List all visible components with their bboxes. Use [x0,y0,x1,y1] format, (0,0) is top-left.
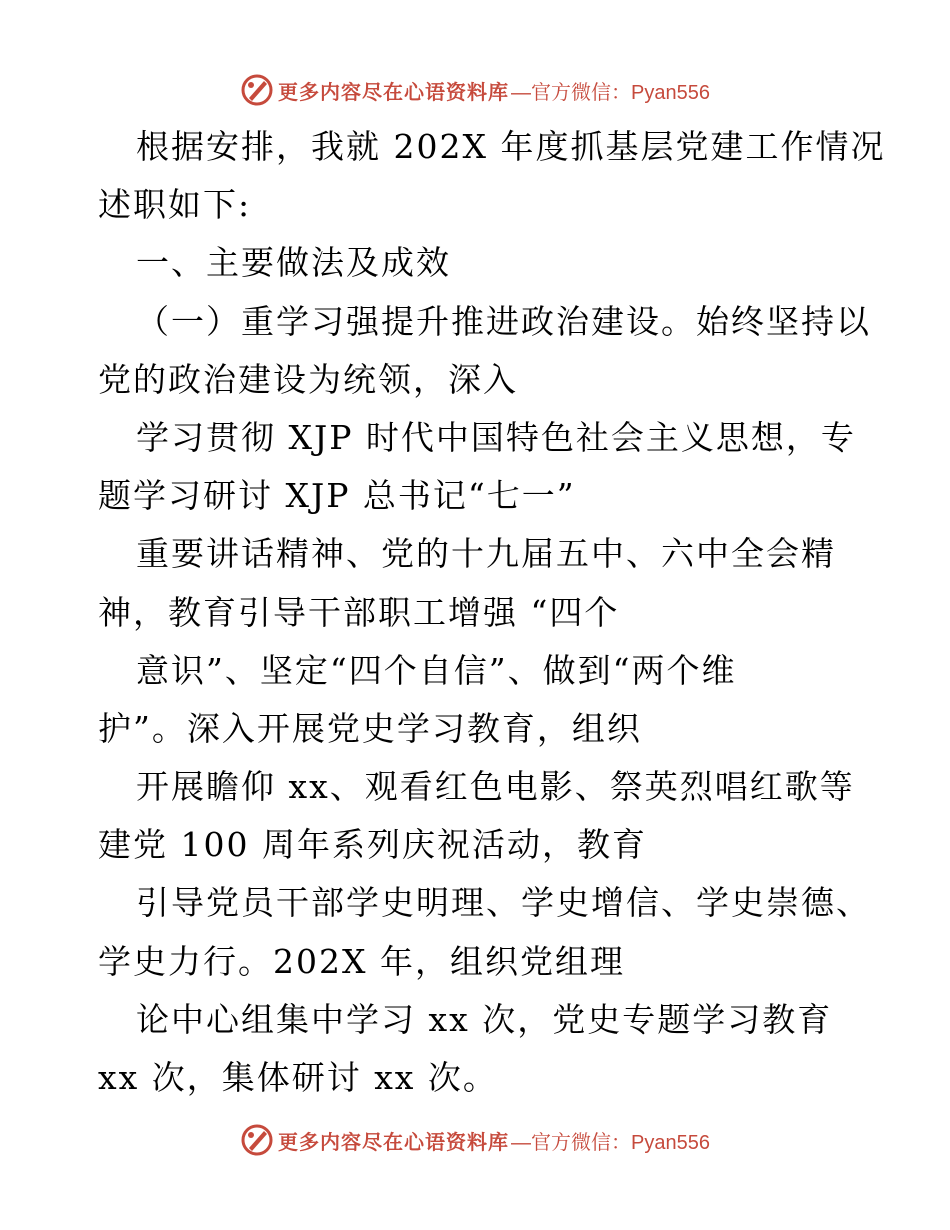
text-line: 意识”、坚定“四个自信”、做到“两个维 [136,650,737,690]
text-line: 引导党员干部学史明理、学史增信、学史崇德、 [136,883,871,923]
section-heading: 一、主要做法及成效 [136,243,451,283]
brand-logo-icon [240,1123,274,1157]
text-line: 学习贯彻 XJP 时代中国特色社会主义思想，专 [136,417,856,457]
text-line: 学史力行。202X 年，组织党组理 [98,941,625,981]
text-line: 论中心组集中学习 xx 次，党史专题学习教育 [136,999,833,1039]
footer-watermark [0,1120,950,1160]
watermark-brand: 更多内容尽在心语资料库 [278,79,510,104]
text-line: 根据安排，我就 202X 年度抓基层党建工作情况 [136,127,886,166]
text-line: 建党 100 周年系列庆祝活动，教育 [98,825,647,865]
brand-logo-icon [240,73,274,107]
text-line: 神，教育引导干部职工增强 “四个 [98,592,620,632]
header-watermark [0,70,950,110]
watermark-account: —官方微信：Pyan556 [511,1131,710,1154]
text-line: 题学习研讨 XJP 总书记“七一” [98,476,576,516]
text-line: （一）重学习强提升推进政治建设。始终坚持以 [136,301,871,341]
text-line: xx 次，集体研讨 xx 次。 [98,1058,498,1097]
watermark-account: —官方微信：Pyan556 [511,81,710,104]
text-line: 护”。深入开展党史学习教育，组织 [98,708,642,748]
watermark-brand: 更多内容尽在心语资料库 [278,1129,510,1154]
text-line: 开展瞻仰 xx、观看红色电影、祭英烈唱红歌等 [136,767,855,807]
text-line: 重要讲话精神、党的十九届五中、六中全会精 [136,534,836,574]
text-line: 党的政治建设为统领，深入 [98,359,518,399]
body-text [98,118,886,1107]
text-line: 述职如下: [98,185,252,225]
